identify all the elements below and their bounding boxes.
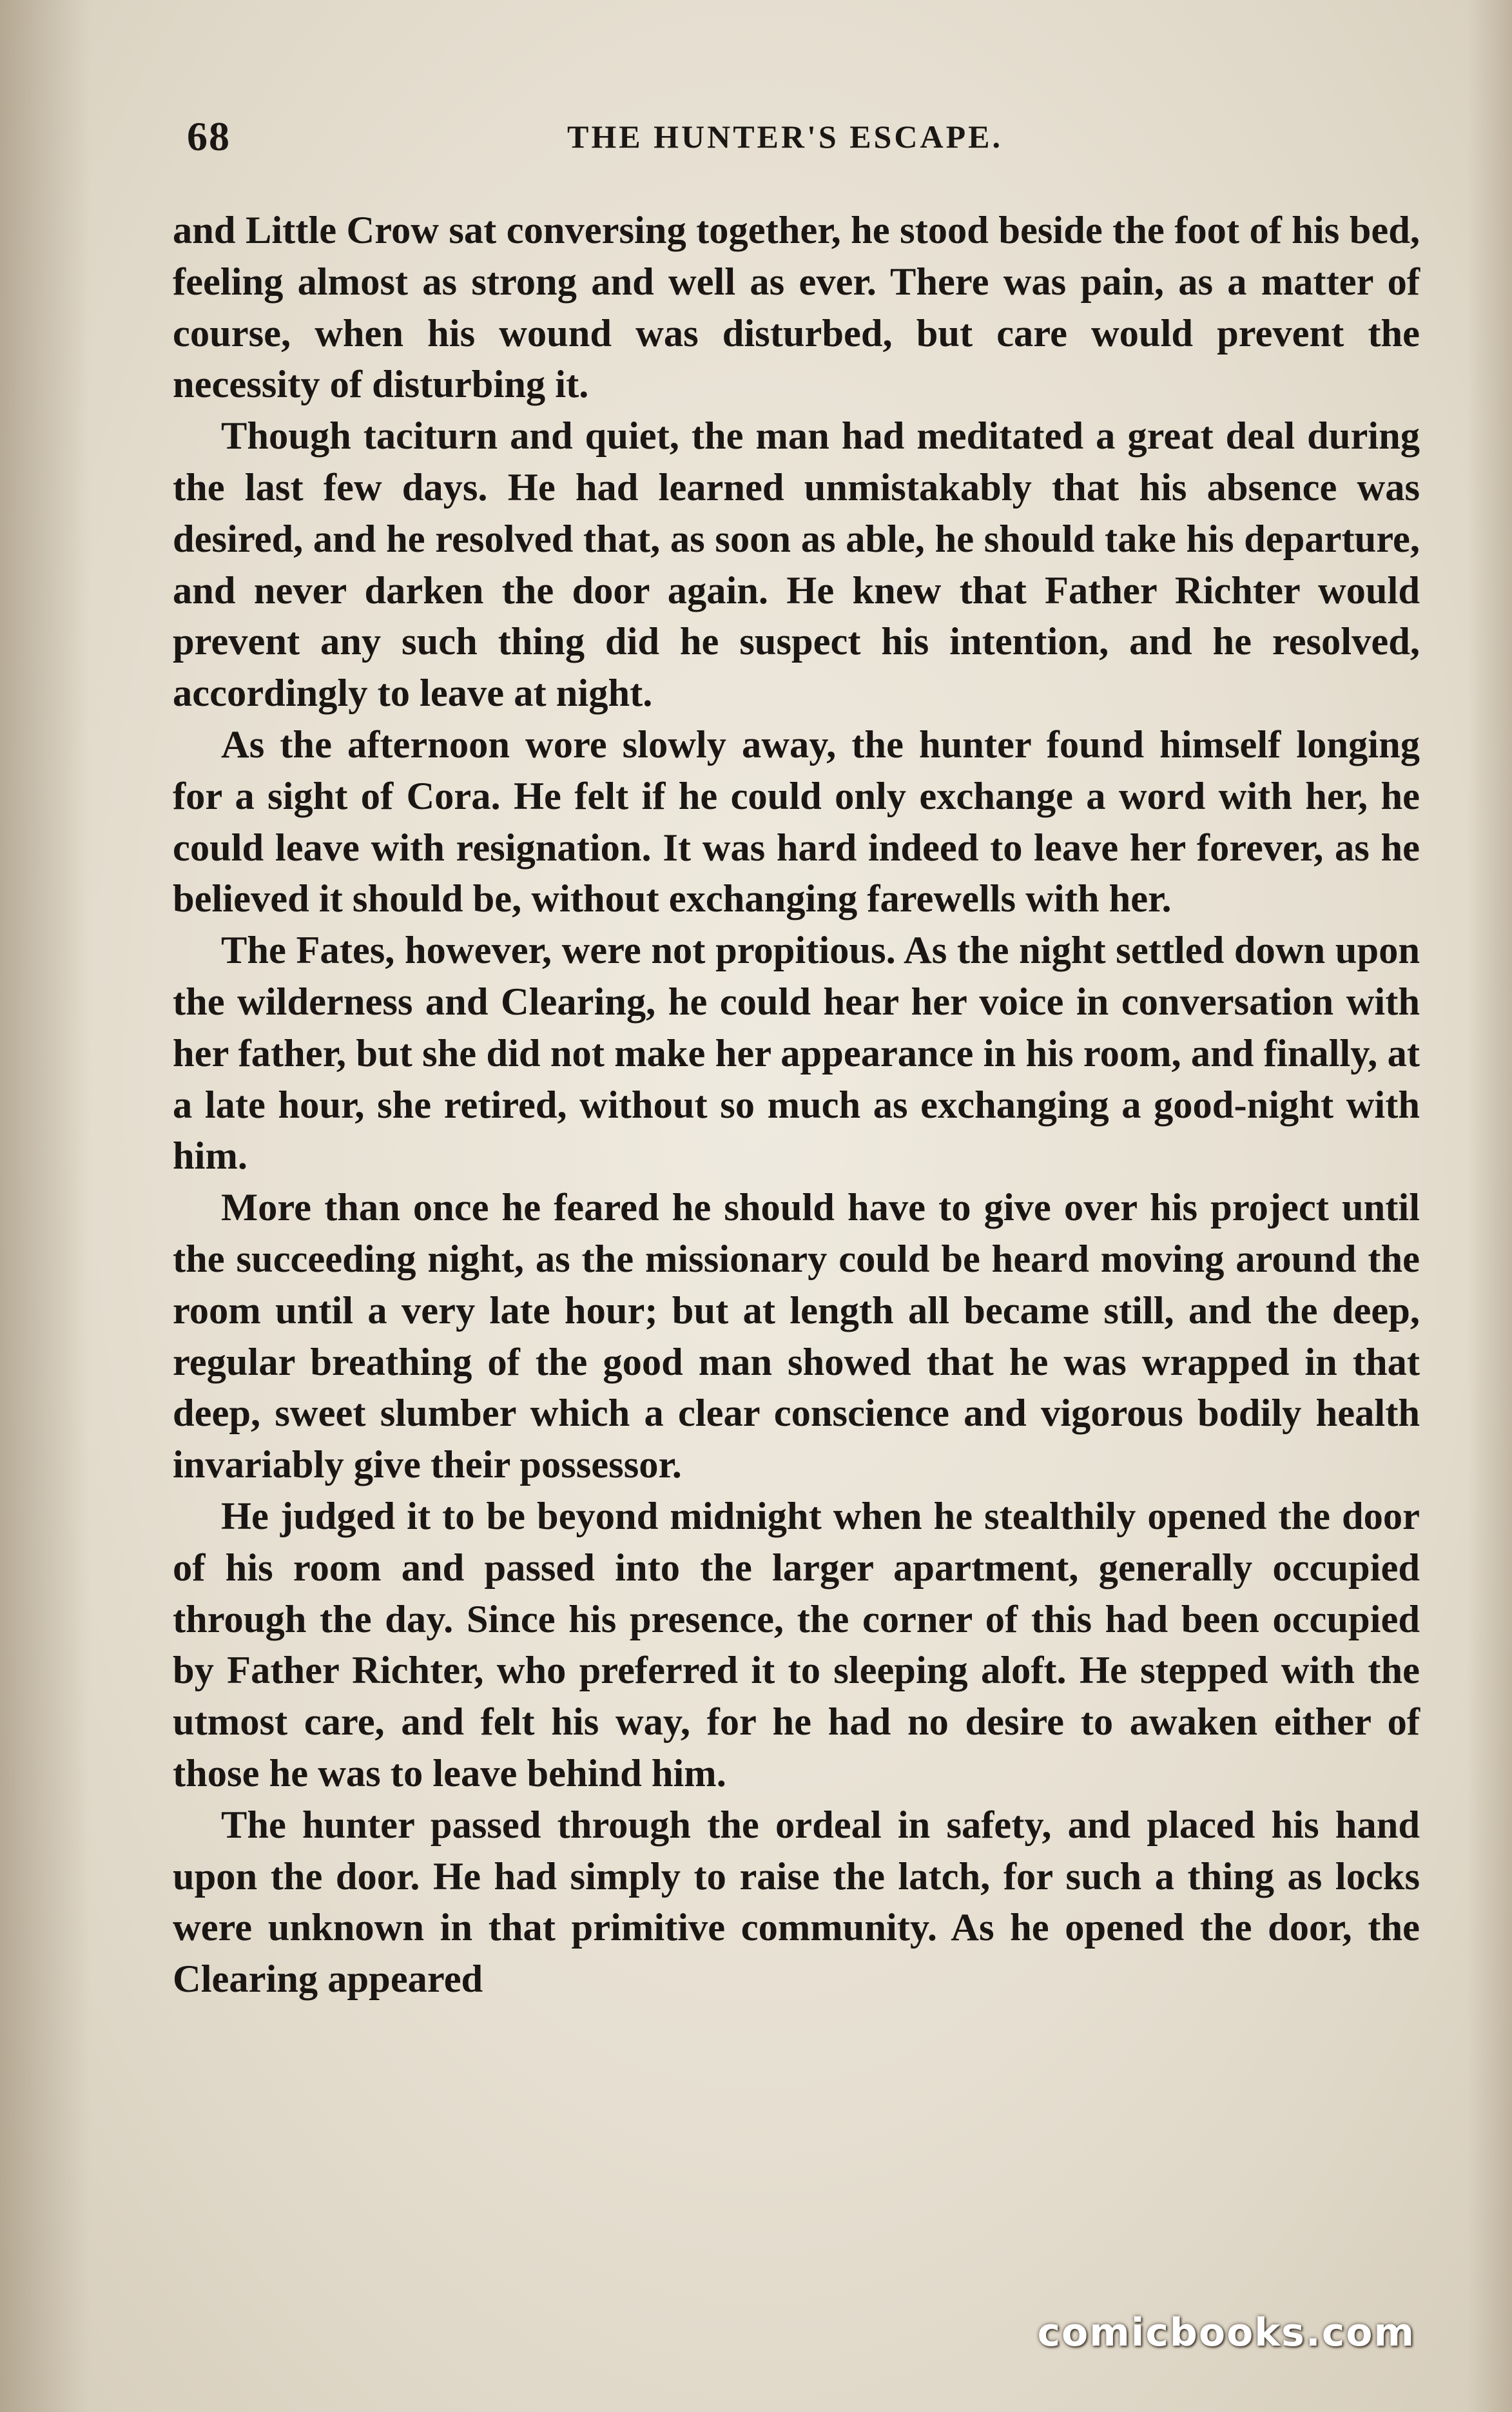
paragraph: He judged it to be beyond midnight when he stealthily opened the door of his room and passed into the larger apartment, generally occupied through the day. Since his presence, the corner of this had been occupied by Father Richter, who preferred it to sleeping aloft. He stepped with the utmost care, and felt his way, for he had no desire to awaken either of those he was to leave behind him. [173,1494,1420,1795]
paragraph: The hunter passed through the ordeal in safety, and placed his hand upon the door. He had simply to raise the latch, for such a thing as locks were unknown in that primitive community. As he opened the door, the Clearing appeared [173,1803,1420,2001]
running-head [180,113,1424,164]
page-number: 68 [187,113,231,159]
running-title: THE HUNTER'S ESCAPE. [567,119,1003,155]
paragraph: and Little Crow sat conversing together, he stood beside the foot of his bed, feeling almost as strong and well as ever. There was pain, as a matter of course, when his wound was disturbed, but care would prevent the necessity of disturbing it. [173,209,1420,407]
paragraph: More than once he feared he should have to give over his project until the succeeding night, as the missionary could be heard moving around the room until a very late hour; but at length all became still, and the deep, regular breathing of the good man showed that he was wrapped in that deep, sweet slumber which a clear conscience and vigorous bodily health invariably give their possessor. [173,1186,1420,1487]
paragraph: Though taciturn and quiet, the man had meditated a great deal during the last few days. He had learned unmistakably that his absence was desired, and he resolved that, as soon as able, he should take his departure, and never darken the door again. He knew that Father Richter would prevent any such thing did he suspect his intention, and he resolved, accordingly to leave at night. [173,414,1420,715]
paragraph: As the afternoon wore slowly away, the hunter found himself longing for a sight of Cora. He felt if he could only exchange a word with her, he could leave with resignation. It was hard indeed to leave her forever, as he believed it should be, without exchanging farewells with her. [173,723,1420,921]
watermark: comicbooks.com [1037,2310,1415,2355]
paragraph: The Fates, however, were not propitious. As the night settled down upon the wilderness and Clearing, he could hear her voice in conversation with her father, but she did not make her appearance in his room, and finally, at a late hour, she retired, without so much as exchanging a good-night with him. [173,929,1420,1178]
body-text [173,205,1420,2005]
